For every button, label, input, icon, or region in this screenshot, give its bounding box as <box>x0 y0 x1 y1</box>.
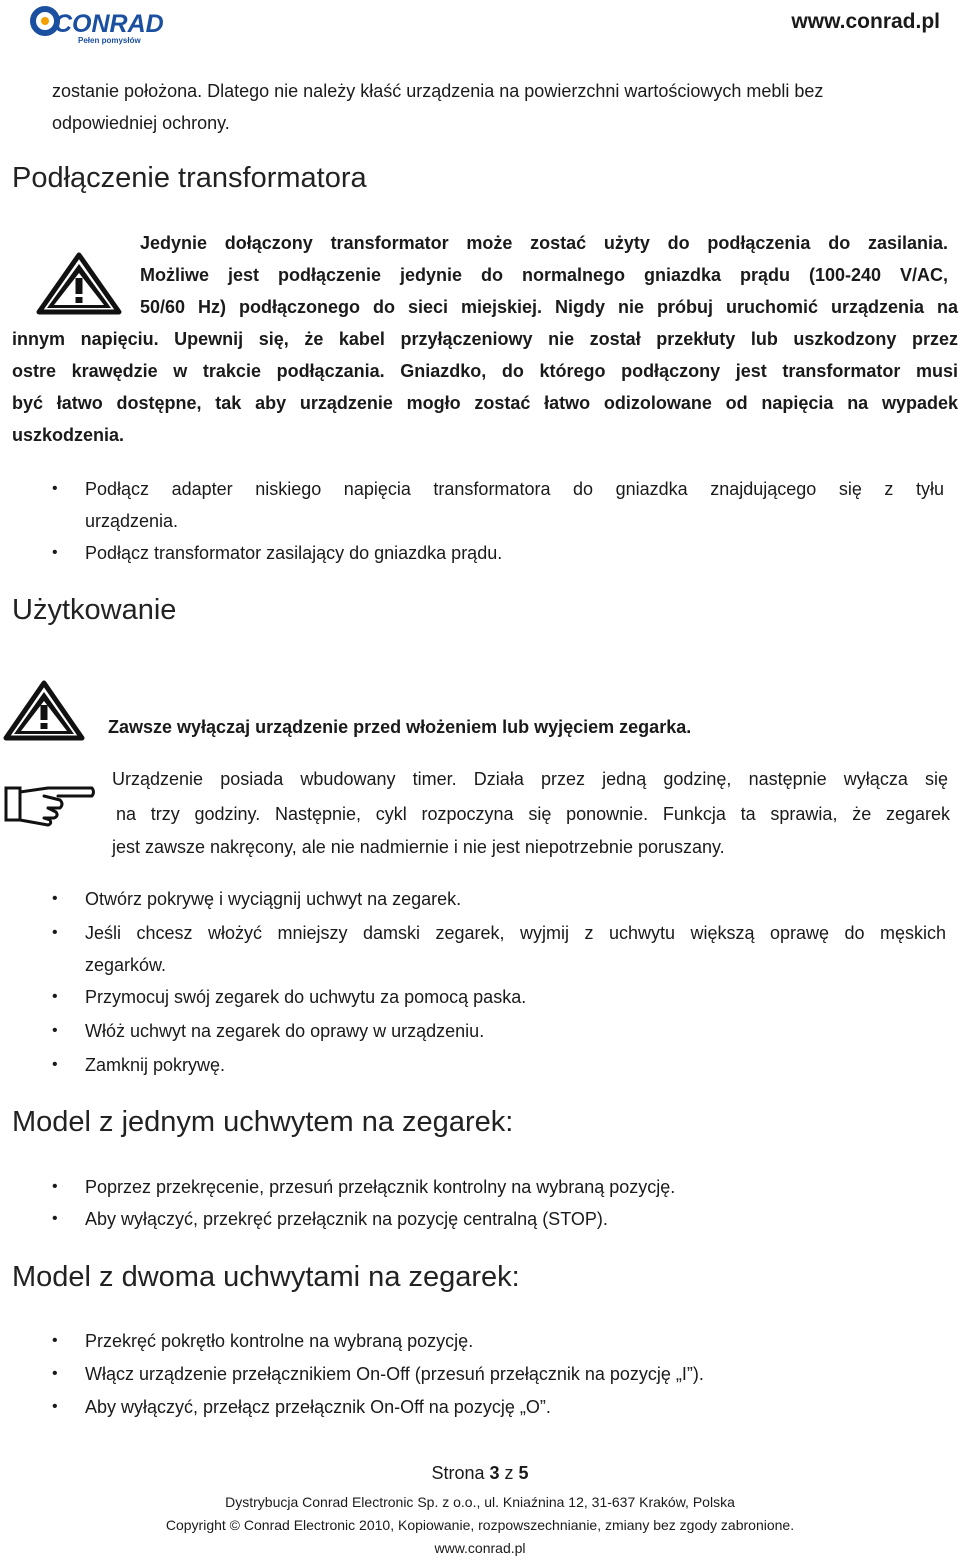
warning-icon <box>3 680 85 742</box>
section-heading: Podłączenie transformatora <box>12 162 367 194</box>
warning-line: Jedynie dołączony transformator może zostać użyty do podłączenia do zasilania. <box>140 233 948 253</box>
note-line: jest zawsze nakręcony, ale nie nadmiernie i nie jest niepotrzebnie poruszany. <box>112 837 725 857</box>
warning-line: 50/60 Hz) podłączonego do sieci miejskiej. Nigdy nie próbuj uruchomić urządzenia na <box>140 297 958 317</box>
warning-text: Zawsze wyłączaj urządzenie przed włożeniem lub wyjęciem zegarka. <box>108 717 692 737</box>
note-line: na trzy godziny. Następnie, cykl rozpoczyna się ponownie. Funkcja ta sprawia, że zegarek <box>116 804 950 824</box>
note-line: Urządzenie posiada wbudowany timer. Działa przez jedną godzinę, następnie wyłącza się <box>112 769 948 789</box>
intro-line: odpowiedniej ochrony. <box>52 113 230 133</box>
intro-line: zostanie położona. Dlatego nie należy kłaść urządzenia na powierzchni wartościowych mebli bez <box>52 81 824 101</box>
conrad-logo <box>30 4 164 46</box>
svg-text:CONRAD: CONRAD <box>54 10 164 38</box>
footer-copyright: Copyright © Conrad Electronic 2010, Kopiowanie, rozpowszechnianie, zmiany bez zgody zabronione. <box>165 1517 795 1533</box>
list-item-continuation: urządzenia. <box>85 511 179 531</box>
warning-line: uszkodzenia. <box>12 425 125 445</box>
warning-line: być łatwo dostępne, tak aby urządzenie mogło zostać łatwo odizolowane od napięcia na wypadek <box>12 393 958 413</box>
section-heading: Model z dwoma uchwytami na zegarek: <box>12 1261 520 1293</box>
warning-line: ostre krawędzie w trakcie podłączania. Gniazdko, do którego podłączony jest transformator musi <box>12 361 958 381</box>
warning-line: innym napięciu. Upewnij się, że kabel przyłączeniowy nie został przekłuty lub uszkodzony przez <box>12 329 958 349</box>
list-item-continuation: zegarków. <box>85 955 167 975</box>
section-heading: Model z jednym uchwytem na zegarek: <box>12 1106 514 1138</box>
section-heading: Użytkowanie <box>12 594 177 626</box>
warning-icon <box>36 252 122 316</box>
footer-url: www.conrad.pl <box>434 1540 526 1556</box>
footer-distributor: Dystrybucja Conrad Electronic Sp. z o.o., ul. Kniaźnina 12, 31-637 Kraków, Polska <box>225 1494 735 1510</box>
pointing-hand-icon <box>4 778 96 830</box>
page-number: Strona 3 z 5 <box>431 1463 529 1483</box>
svg-text:Pełen pomysłów: Pełen pomysłów <box>78 36 141 45</box>
site-url: www.conrad.pl <box>791 10 940 33</box>
warning-line: Możliwe jest podłączenie jedynie do normalnego gniazdka prądu (100-240 V/AC, <box>140 265 948 285</box>
